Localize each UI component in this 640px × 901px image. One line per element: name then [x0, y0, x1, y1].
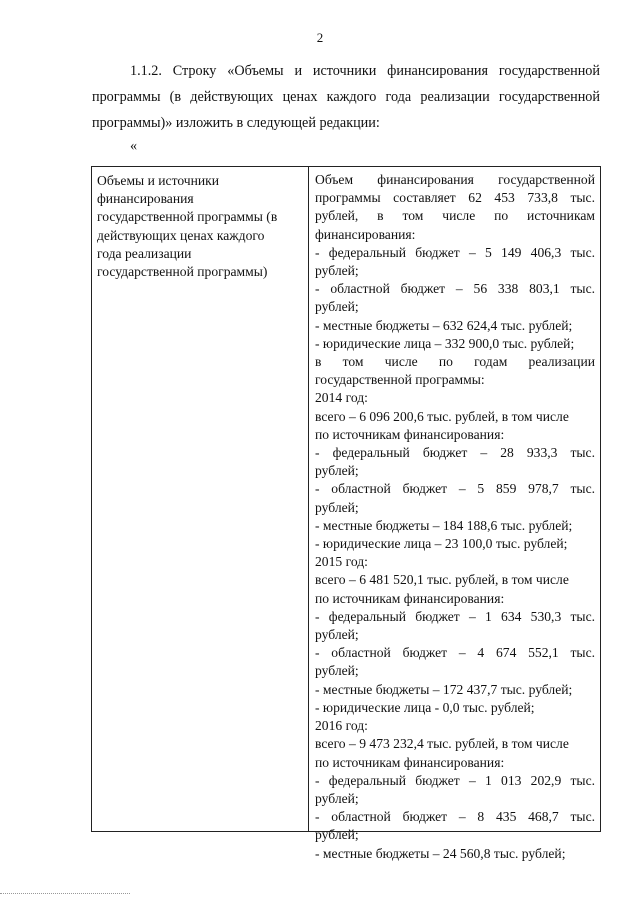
table-value-line: рублей;: [315, 790, 359, 806]
table-value-line: по источникам финансирования:: [315, 426, 505, 442]
table-value-line: - федеральный бюджет – 1 634 530,3 тыс.: [315, 608, 595, 624]
table-value-line: - юридические лица - 0,0 тыс. рублей;: [315, 699, 535, 715]
intro-line-text: 1.1.2. Строку «Объемы и источники финансирования государственной: [130, 63, 600, 79]
table-value-line: программы составляет 62 453 733,8 тыс.: [315, 190, 595, 206]
intro-paragraph: [92, 58, 600, 136]
table-value-line: всего – 6 481 520,1 тыс. рублей, в том числе: [315, 572, 569, 588]
open-quote: «: [130, 138, 138, 154]
page-number: 2: [316, 30, 324, 45]
table-value-line: всего – 9 473 232,4 тыс. рублей, в том числе: [315, 736, 569, 752]
table-value-line: - местные бюджеты – 24 560,8 тыс. рублей;: [315, 845, 566, 861]
table-value-line: 2014 год:: [315, 390, 368, 406]
table-value-line: - федеральный бюджет – 1 013 202,9 тыс.: [315, 772, 595, 788]
table-cell-label: [92, 167, 309, 831]
table-label-line: государственной программы): [97, 264, 268, 280]
table-value-line: - юридические лица – 332 900,0 тыс. рублей;: [315, 335, 575, 351]
table-label-line: Объемы и источники: [97, 173, 220, 188]
table-value-line: - федеральный бюджет – 28 933,3 тыс.: [315, 445, 595, 461]
table-value-line: рублей;: [315, 263, 359, 279]
table-value-line: рублей, в том числе по источникам: [315, 208, 595, 224]
intro-line: программы)» изложить в следующей редакции:: [92, 115, 380, 131]
table-value-line: рублей;: [315, 463, 359, 479]
table-label-line: государственной программы (в: [97, 209, 278, 225]
table-value-line: рублей;: [315, 299, 359, 315]
table-value-line: рублей;: [315, 663, 359, 679]
table-value-line: - областной бюджет – 4 674 552,1 тыс.: [315, 645, 595, 661]
intro-line: программы (в действующих ценах каждого года реализации государственной: [92, 89, 600, 105]
table-value-line: государственной программы:: [315, 372, 485, 388]
intro-line: [92, 58, 600, 84]
table-value-line: рублей;: [315, 627, 359, 643]
table-value-line: - юридические лица – 23 100,0 тыс. рублей;: [315, 536, 568, 552]
table-label-line: финансирования: [97, 191, 194, 207]
amendment-table: [91, 166, 601, 861]
table-value-line: по источникам финансирования:: [315, 754, 505, 770]
table-value-line: - федеральный бюджет – 5 149 406,3 тыс.: [315, 244, 595, 260]
table-label-line: года реализации: [97, 245, 192, 261]
table-value-line: финансирования:: [315, 226, 416, 242]
table-value-line: - областной бюджет – 8 435 468,7 тыс.: [315, 809, 595, 825]
table-value-line: - местные бюджеты – 184 188,6 тыс. рублей;: [315, 517, 573, 533]
table-value-line: 2016 год:: [315, 718, 368, 734]
table-value-line: рублей;: [315, 827, 359, 843]
table-value-line: - областной бюджет – 5 859 978,7 тыс.: [315, 481, 595, 497]
table-value-line: - местные бюджеты – 172 437,7 тыс. рублей;: [315, 681, 573, 697]
table-value-line: Объем финансирования государственной: [315, 172, 595, 187]
table-value-line: - местные бюджеты – 632 624,4 тыс. рублей;: [315, 317, 573, 333]
table-value-line: всего – 6 096 200,6 тыс. рублей, в том числе: [315, 408, 569, 424]
table-value-line: рублей;: [315, 499, 359, 515]
table-value-line: в том числе по годам реализации: [315, 354, 595, 370]
table-value-line: 2015 год:: [315, 554, 368, 570]
table-value-line: - областной бюджет – 56 338 803,1 тыс.: [315, 281, 595, 297]
footer-rule: [0, 893, 130, 894]
table-label-line: действующих ценах каждого: [97, 227, 265, 243]
table-value-line: по источникам финансирования:: [315, 590, 505, 606]
table-cell-value: [309, 167, 600, 861]
